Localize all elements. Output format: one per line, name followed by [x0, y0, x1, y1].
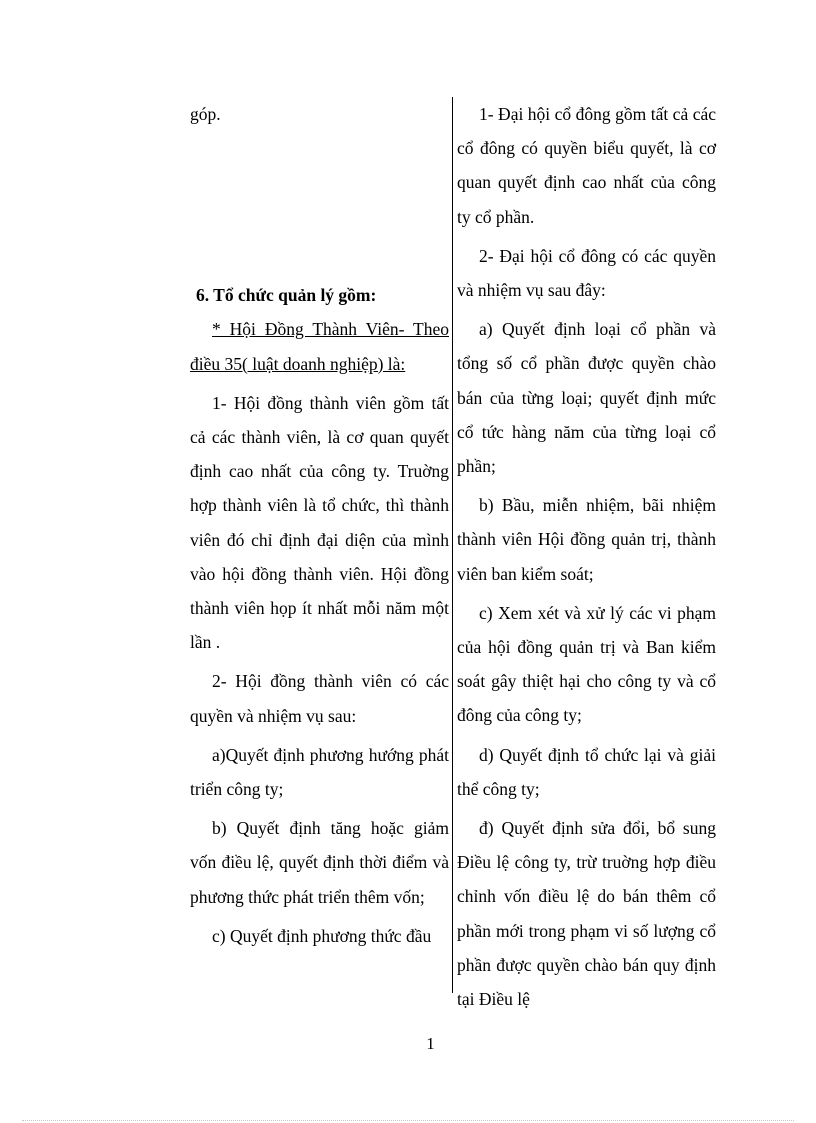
page-bottom-divider — [22, 1120, 794, 1121]
right-paragraph: 2- Đại hội cổ đông có các quyền và nhiệm vụ sau đây: — [457, 245, 716, 301]
right-paragraph: đ) Quyết định sửa đổi, bổ sung Điều lệ công ty, trừ truờng hợp điều chỉnh vốn điều lệ do bán thêm cổ phần mới trong phạm vi số lượng cổ phần được quyền chào bán quy định tại Điều lệ — [457, 818, 716, 1010]
left-paragraph: a)Quyết định phương hướng phát triển công ty; — [190, 744, 449, 800]
right-column — [457, 97, 716, 1021]
left-paragraph: c) Quyết định phương thức đầu — [212, 925, 432, 946]
left-paragraph: b) Quyết định tăng hoặc giảm vốn điều lệ, quyết định thời điểm và phương thức phát triển thêm vốn; — [190, 818, 449, 907]
section-subheading: * Hội Đồng Thành Viên- Theo điều 35( luật doanh nghiệp) là: — [190, 319, 449, 374]
right-paragraph: b) Bầu, miễn nhiệm, bãi nhiệm thành viên Hội đồng quản trị, thành viên ban kiểm soát; — [457, 495, 716, 584]
left-column — [190, 97, 449, 958]
left-paragraph: 1- Hội đồng thành viên gồm tất cả các thành viên, là cơ quan quyết định cao nhất của công ty. Truờng hợp thành viên là tổ chức, thì thành viên đó chỉ định đại diện của mình vào hội đồng thành viên. Hội đồng thành viên họp ít nhất mỗi năm một lần . — [190, 392, 449, 653]
column-divider — [452, 97, 453, 993]
page-number: 1 — [426, 1034, 435, 1053]
right-paragraph: a) Quyết định loại cổ phần và tổng số cổ phần được quyền chào bán của từng loại; quyết định mức cổ tức hàng năm của từng loại cổ phần; — [457, 319, 716, 477]
section-heading: 6. Tổ chức quản lý gồm: — [196, 285, 377, 306]
right-paragraph: c) Xem xét và xử lý các vi phạm của hội đồng quản trị và Ban kiểm soát gây thiệt hại cho công ty và cổ đông của công ty; — [457, 602, 716, 726]
left-intro-text: góp. — [190, 104, 221, 124]
right-paragraph: d) Quyết định tổ chức lại và giải thể công ty; — [457, 744, 716, 799]
left-blank-space — [190, 136, 449, 278]
left-paragraph: 2- Hội đồng thành viên có các quyền và nhiệm vụ sau: — [190, 671, 449, 726]
right-paragraph: 1- Đại hội cổ đông gồm tất cả các cổ đông có quyền biểu quyết, là cơ quan quyết định cao nhất của công ty cổ phần. — [457, 104, 716, 227]
